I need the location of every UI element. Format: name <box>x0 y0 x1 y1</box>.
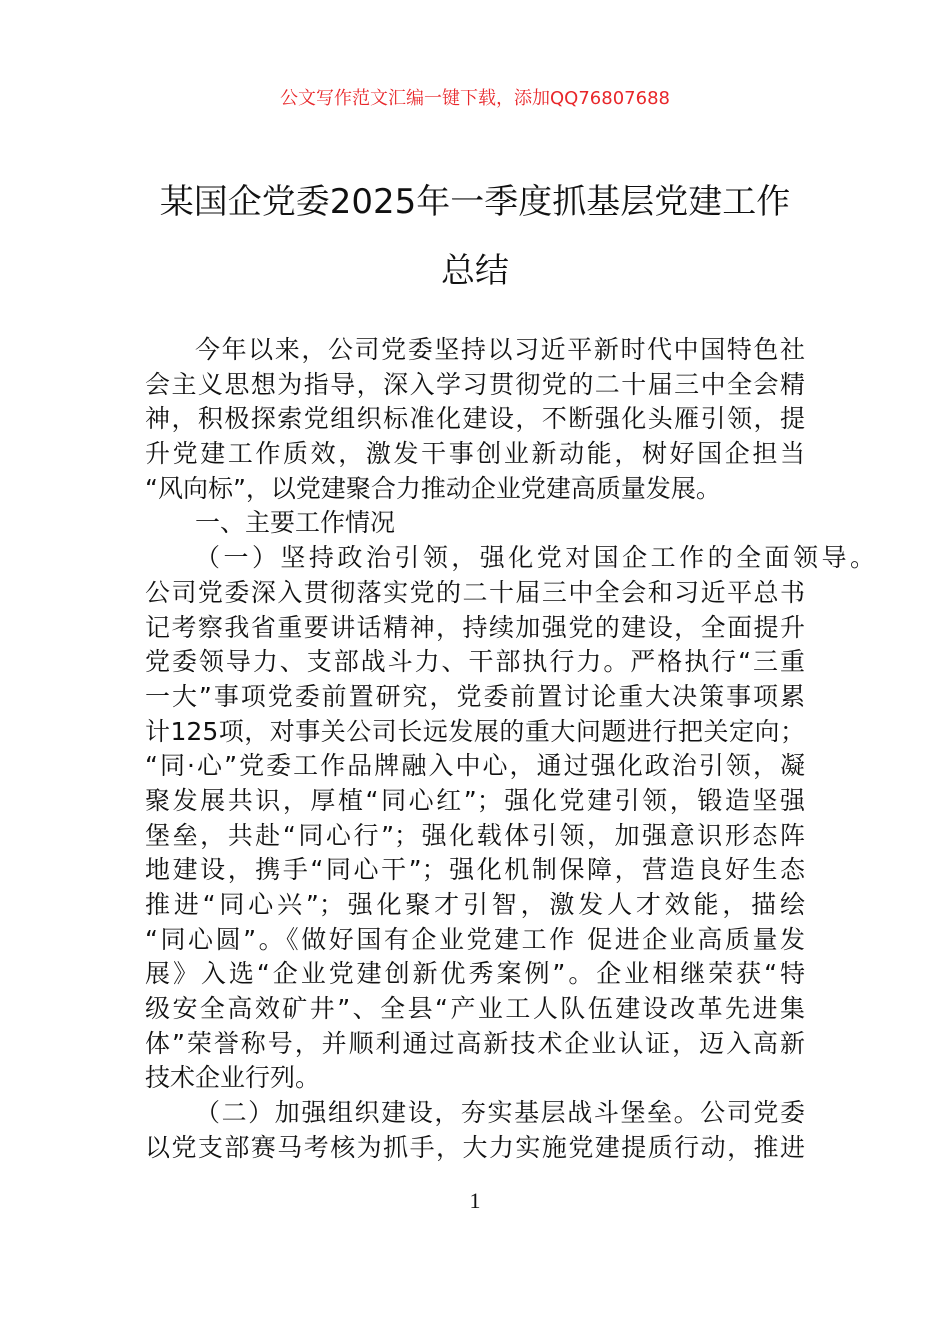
page-number: 1 <box>469 1188 481 1213</box>
subsection-heading: （一）坚持政治引领，强化党对国企工作的全面领导。 <box>195 543 875 573</box>
body-line: 记考察我省重要讲话精神，持续加强党的建设，全面提升 <box>145 612 805 642</box>
body-line: 今年以来，公司党委坚持以习近平新时代中国特色社 <box>195 335 805 364</box>
body-line: 党委领导力、支部战斗力、干部执行力。严格执行“三重 <box>145 647 805 677</box>
subsection-heading: （二）加强组织建设，夯实基层战斗堡垒。公司党委 <box>195 1098 805 1128</box>
section-heading: 一、主要工作情况 <box>195 508 396 538</box>
document-title-line-1: 某国企党委2025年一季度抓基层党建工作 <box>159 182 791 222</box>
body-line: 推进“同心兴”；强化聚才引智，激发人才效能，描绘 <box>145 890 805 919</box>
body-line: 升党建工作质效，激发干事创业新动能，树好国企担当 <box>145 439 805 469</box>
body-line: 计125项，对事关公司长远发展的重大问题进行把关定向； <box>145 716 805 746</box>
body-line: 公司党委深入贯彻落实党的二十届三中全会和习近平总书 <box>145 577 805 607</box>
body-line: 级安全高效矿井”、全县“产业工人队伍建设改革先进集 <box>145 994 805 1024</box>
body-line: 以党支部赛马考核为抓手，大力实施党建提质行动，推进 <box>145 1132 805 1162</box>
body-line: 体”荣誉称号，并顺利通过高新技术企业认证，迈入高新 <box>145 1028 805 1058</box>
body-line: 聚发展共识，厚植“同心红”；强化党建引领，锻造坚强 <box>145 785 805 815</box>
watermark-text: 公文写作范文汇编一键下载，添加QQ76807688 <box>280 88 670 109</box>
body-line: 堡垒，共赴“同心行”；强化载体引领，加强意识形态阵 <box>145 820 805 850</box>
body-line: “风向标”，以党建聚合力推动企业党建高质量发展。 <box>145 473 721 503</box>
document-body <box>145 333 875 1166</box>
document-title-line-2: 总结 <box>441 251 509 291</box>
body-line: 展》入选“企业党建创新优秀案例”。企业相继荣获“特 <box>145 959 805 989</box>
body-line: 一大”事项党委前置研究，党委前置讨论重大决策事项累 <box>145 681 805 711</box>
body-line: 神，积极探索党组织标准化建设，不断强化头雁引领，提 <box>145 404 805 434</box>
body-line: “同心圆”。《做好国有企业党建工作 促进企业高质量发 <box>145 924 805 954</box>
body-line: 技术企业行列。 <box>145 1063 321 1093</box>
body-line: “同·心”党委工作品牌融入中心，通过强化政治引领，凝 <box>145 751 805 781</box>
body-line: 地建设，携手“同心干”；强化机制保障，营造良好生态 <box>145 855 805 885</box>
body-line: 会主义思想为指导，深入学习贯彻党的二十届三中全会精 <box>145 369 805 399</box>
